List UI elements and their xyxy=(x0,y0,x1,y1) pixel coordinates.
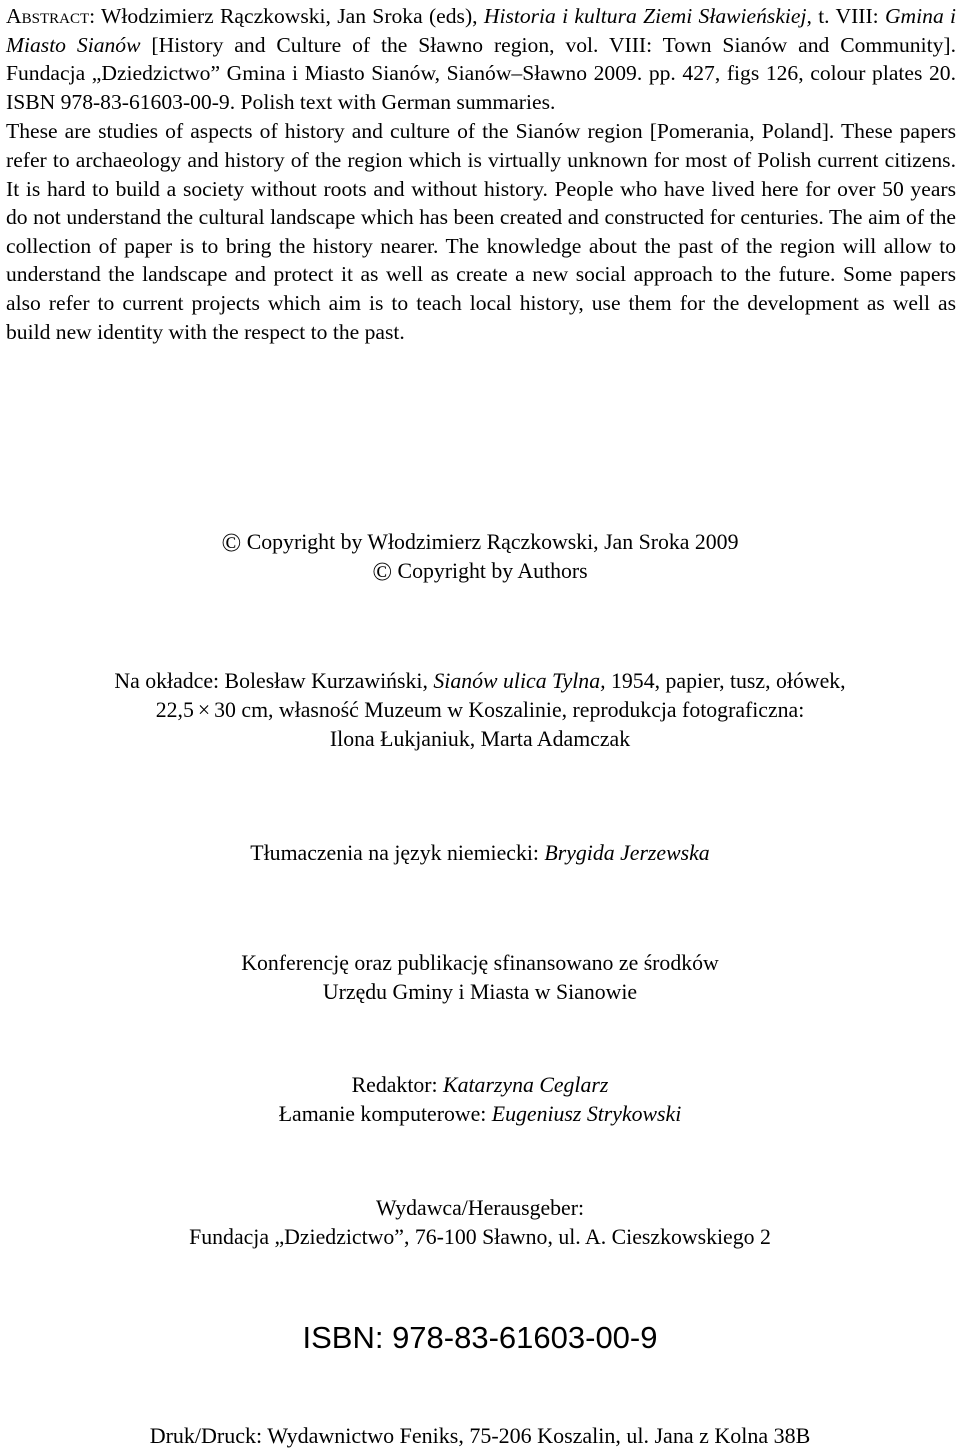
abstract-editors: Włodzimierz Rączkowski, Jan Sroka (eds), xyxy=(101,4,478,28)
copyright-line-authors xyxy=(0,557,960,586)
abstract-volume-title: Gmina i Miasto Sianów xyxy=(6,4,957,57)
abstract-label: Abstract: xyxy=(6,4,96,28)
copyright-line-editors xyxy=(0,528,960,557)
copyright-text-authors: Copyright by Authors xyxy=(397,559,588,583)
publisher-label: Wydawca/Herausgeber: xyxy=(375,1196,585,1220)
cover-line-2 xyxy=(0,696,960,725)
cover-prefix: Na okładce: Bolesław Kurzawiński, xyxy=(114,669,428,693)
cover-line-1 xyxy=(0,667,960,696)
layout-label: Łamanie komputerowe: xyxy=(278,1102,487,1126)
editor-name: Katarzyna Ceglarz xyxy=(443,1073,609,1097)
isbn-line xyxy=(0,1318,960,1358)
isbn-text: ISBN: 978-83-61603-00-9 xyxy=(302,1320,658,1355)
cover-details: 1954, papier, tusz, ołówek, xyxy=(611,669,846,693)
abstract-citation-rest: [History and Culture of the Sławno region, vol. VIII: Town Sianów and Community]. Fundacja „Dziedzictwo” Gmina i Miasto Sianów, Sianów–Sławno 2009. pp. 427, figs 126, colour plates 20. ISBN 978-83-61603-00-9. Polish text with German summaries. xyxy=(6,32,956,114)
editorial-credits xyxy=(0,1071,960,1129)
translation-credit xyxy=(0,839,960,868)
layout-line xyxy=(0,1100,960,1129)
publisher-address: Fundacja „Dziedzictwo”, 76-100 Sławno, ul. A. Cieszkowskiego 2 xyxy=(189,1225,771,1249)
times-icon: × xyxy=(197,698,211,722)
abstract-volume-prefix: t. VIII: xyxy=(818,4,879,28)
translator-name: Brygida Jerzewska xyxy=(544,841,710,865)
copyright-icon: © xyxy=(372,557,393,586)
printer-line xyxy=(0,1421,960,1451)
funding-note xyxy=(0,949,960,1007)
editor-line xyxy=(0,1071,960,1100)
cover-credit-block xyxy=(0,667,960,754)
publisher-block xyxy=(0,1194,960,1252)
abstract-series-title: Historia i kultura Ziemi Sławieńskiej, xyxy=(483,4,812,28)
editor-label: Redaktor: xyxy=(351,1073,438,1097)
abstract-section xyxy=(6,2,956,346)
abstract-body: These are studies of aspects of history and culture of the Sianów region [Pomerania, Poland]. These papers refer to archaeology and history of the region which is virtually unknown for most of Polish current citizens. It is hard to build a society without roots and without history. People who have lived here for over 50 years do not understand the cultural landscape which has been created and constructed for centuries. The aim of the collection of paper is to bring the history nearer. The knowledge about the past of the region will allow to understand the landscape and protect it as well as create a new social approach to the future. Some papers also refer to current projects which aim is to teach local history, use them for the development as well as build new identity with the respect to the past. xyxy=(6,119,956,344)
translation-label: Tłumaczenia na język niemiecki: xyxy=(250,841,539,865)
printer-text: Druk/Druck: Wydawnictwo Feniks, 75-206 Koszalin, ul. Jana z Kolna 38B xyxy=(149,1423,811,1448)
copyright-block xyxy=(0,528,960,586)
cover-dim-b: 30 cm, własność Muzeum w Koszalinie, reprodukcja fotograficzna: xyxy=(214,698,805,722)
copyright-text-editors: Copyright by Włodzimierz Rączkowski, Jan Sroka 2009 xyxy=(246,530,739,554)
cover-artwork-title: Sianów ulica Tylna, xyxy=(433,669,606,693)
cover-line-3: Ilona Łukjaniuk, Marta Adamczak xyxy=(329,727,631,751)
funding-line-1: Konferencję oraz publikację sfinansowano ze środków xyxy=(241,951,719,975)
copyright-icon: © xyxy=(221,528,242,557)
cover-dim-a: 22,5 xyxy=(155,698,194,722)
layout-name: Eugeniusz Strykowski xyxy=(491,1102,682,1126)
funding-line-2: Urzędu Gminy i Miasta w Sianowie xyxy=(322,980,638,1004)
abstract-citation xyxy=(6,2,956,116)
